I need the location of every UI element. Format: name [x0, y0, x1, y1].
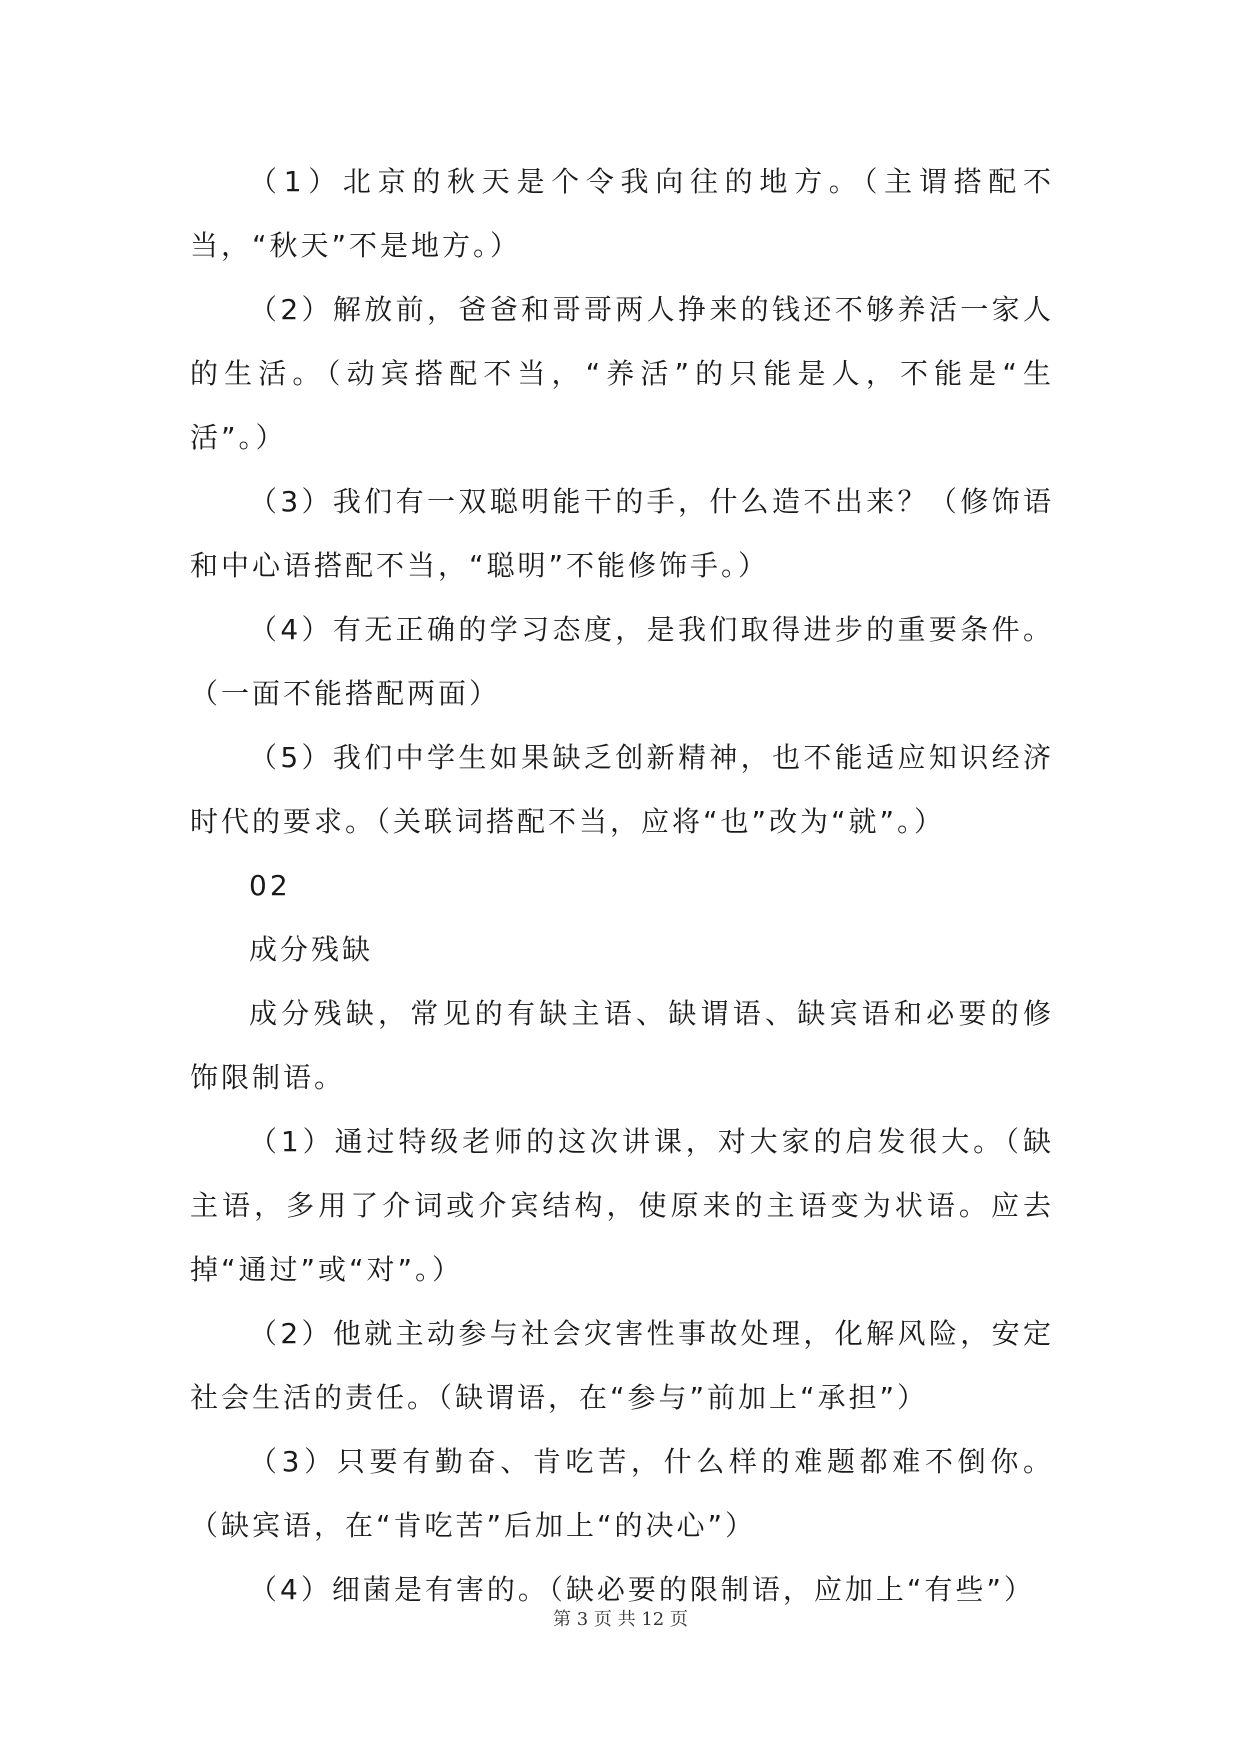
paragraph-1: （1）北京的秋天是个令我向往的地方。（主谓搭配不当，“秋天”不是地方。） — [190, 165, 1054, 262]
document-body — [190, 150, 1054, 1622]
paragraph-9: （4）细菌是有害的。（缺必要的限制语，应加上“有些”） — [249, 1573, 1035, 1606]
paragraph-6: （1）通过特级老师的这次讲课，对大家的启发很大。（缺主语，多用了介词或介宾结构，使原来的主语变为状语。应去掉“通过”或“对”。） — [190, 1125, 1054, 1286]
section-number: 02 — [249, 869, 291, 902]
paragraph-8: （3）只要有勤奋、肯吃苦，什么样的难题都难不倒你。（缺宾语，在“肯吃苦”后加上“的决心”） — [190, 1445, 1054, 1542]
paragraph-7: （2）他就主动参与社会灾害性事故处理，化解风险，安定社会生活的责任。（缺谓语，在“参与”前加上“承担”） — [190, 1317, 1054, 1414]
section-title: 成分残缺 — [249, 933, 374, 966]
section-intro: 成分残缺，常见的有缺主语、缺谓语、缺宾语和必要的修饰限制语。 — [190, 997, 1054, 1094]
page-number-footer: 第 3 页 共 12 页 — [553, 1609, 688, 1630]
paragraph-5: （5）我们中学生如果缺乏创新精神，也不能适应知识经济时代的要求。（关联词搭配不当，应将“也”改为“就”。） — [190, 741, 1054, 838]
paragraph-4: （4）有无正确的学习态度，是我们取得进步的重要条件。（一面不能搭配两面） — [190, 613, 1054, 710]
paragraph-2: （2）解放前，爸爸和哥哥两人挣来的钱还不够养活一家人的生活。（动宾搭配不当，“养活”的只能是人，不能是“生活”。） — [190, 293, 1054, 454]
paragraph-3: （3）我们有一双聪明能干的手，什么造不出来？（修饰语和中心语搭配不当，“聪明”不能修饰手。） — [190, 485, 1054, 582]
